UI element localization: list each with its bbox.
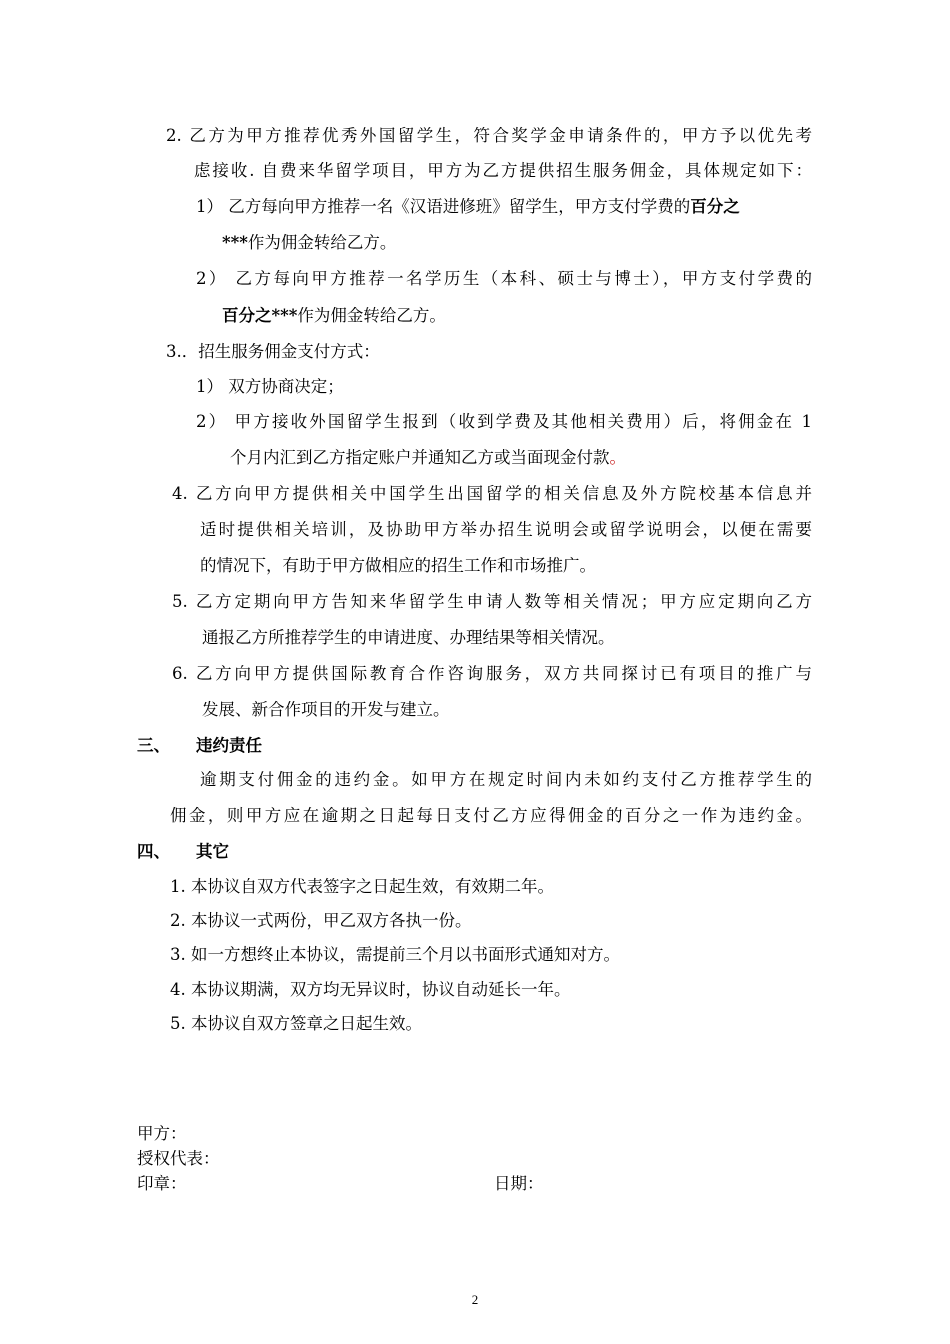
item6-line2: 发展、新合作项目的开发与建立。 [202,700,450,719]
item6-line1: 6. 乙方向甲方提供国际教育合作咨询服务，双方共同探讨已有项目的推广与 [172,664,812,683]
item2-sub2-line1: 2） 乙方每向甲方推荐一名学历生（本科、硕士与博士），甲方支付学费的 [196,269,812,288]
section4-item-5: 5. 本协议自双方签章之日起生效。 [170,1014,422,1033]
item2-sub2-bold: 百分之*** [222,306,298,325]
item2-sub1-rest: 作为佣金转给乙方。 [247,233,397,252]
section4-title: 其它 [196,842,229,861]
item2-sub1-line1 [196,196,740,218]
section3-number: 三、 [137,736,170,755]
item4-line3: 的情况下，有助于甲方做相应的招生工作和市场推广。 [200,556,596,575]
item2-line2: 虑接收. 自费来华留学项目，甲方为乙方提供招生服务佣金，具体规定如下： [194,161,812,180]
item3-sub2-line2 [230,447,626,469]
item3-title: 3.．招生服务佣金支付方式： [166,342,380,361]
page-number: 2 [471,1292,479,1307]
section3-line2: 佣金，则甲方应在逾期之日起每日支付乙方应得佣金的百分之一作为违约金。 [170,806,812,825]
item3-sub2-period: 。 [609,448,626,467]
authorized-rep-label: 授权代表： [137,1149,220,1168]
item2-sub1-stars: *** [222,233,248,252]
item4-line1: 4. 乙方向甲方提供相关中国学生出国留学的相关信息及外方院校基本信息并 [172,484,812,503]
section4-item-4: 4. 本协议期满，双方均无异议时，协议自动延长一年。 [170,980,571,999]
section3-line1: 逾期支付佣金的违约金。如甲方在规定时间内未如约支付乙方推荐学生的 [200,770,812,789]
item4-line2: 适时提供相关培训，及协助甲方举办招生说明会或留学说明会，以便在需要 [200,520,812,539]
item2-sub1-bold: 百分之 [690,197,740,216]
item2-sub2-line2 [222,305,446,327]
seal-label: 印章： [137,1174,187,1193]
section4-number: 四、 [137,842,170,861]
section4-item-2: 2. 本协议一式两份，甲乙双方各执一份。 [170,911,472,930]
date-label: 日期： [494,1174,544,1193]
item3-sub2-line1: 2） 甲方接收外国留学生报到（收到学费及其他相关费用）后，将佣金在 1 [196,412,812,431]
item3-sub2-text: 个月内汇到乙方指定账户并通知乙方或当面现金付款 [230,448,610,467]
section4-item-3: 3. 如一方想终止本协议，需提前三个月以书面形式通知对方。 [170,945,620,964]
item2-sub2-rest: 作为佣金转给乙方。 [297,306,446,325]
item5-line1: 5. 乙方定期向甲方告知来华留学生申请人数等相关情况；甲方应定期向乙方 [172,592,812,611]
section3-title: 违约责任 [196,736,262,755]
section4-item-1: 1. 本协议自双方代表签字之日起生效，有效期二年。 [170,877,554,896]
item2-line1: 2. 乙方为甲方推荐优秀外国留学生，符合奖学金申请条件的，甲方予以优先考 [166,126,812,145]
item3-sub1: 1） 双方协商决定； [196,377,344,396]
item2-sub1-text: 1） 乙方每向甲方推荐一名《汉语进修班》留学生，甲方支付学费的 [196,197,691,216]
party-a-label: 甲方： [137,1124,187,1143]
item5-line2: 通报乙方所推荐学生的申请进度、办理结果等相关情况。 [202,628,615,647]
item2-sub1-line2 [222,232,396,254]
